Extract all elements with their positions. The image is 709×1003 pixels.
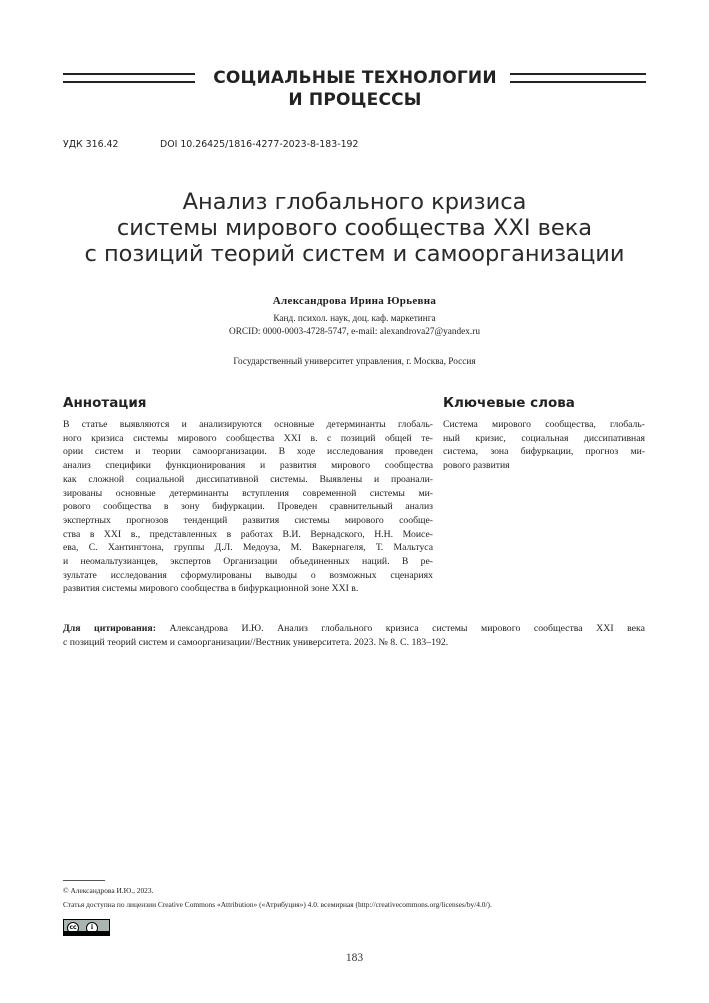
header-rule-right-lower [510, 81, 646, 83]
badge-strip [64, 931, 109, 935]
author-degree: Канд. психол. наук, доц. каф. маркетинга [273, 314, 436, 324]
journal-section-line-1: СОЦИАЛЬНЫЕ ТЕХНОЛОГИИ [213, 68, 497, 88]
cc-by-license-badge[interactable] [63, 919, 110, 936]
abstract-line: ева, С. Хантингтона, группы Д.Л. Медоуза, М. Вакернагеля, Т. Мальтуса [63, 542, 433, 554]
copyright: © Александрова И.Ю., 2023. [63, 886, 154, 895]
keywords-line: система, зона бифуркации, прогноз ми- [443, 446, 645, 458]
citation-label: Для цитирования: [63, 623, 156, 634]
license-text[interactable]: Статья доступна по лицензии Creative Commons «Attribution» («Атрибуция») 4.0. всемирная (http://creativecommons.org/licenses/by/4.0/). [63, 900, 492, 909]
abstract-line: как сложной социальной диссипативной системы. Выявлены и проанали- [63, 473, 433, 485]
abstract-line: ории систем и теории самоорганизации. В ходе исследования проведен [63, 446, 433, 458]
author-name: Александрова Ирина Юрьевна [272, 295, 437, 307]
abstract-line: зированы основные детерминанты вступления современной системы ми- [63, 487, 433, 499]
doi[interactable]: DOI 10.26425/1816-4277-2023-8-183-192 [160, 139, 359, 150]
citation [63, 622, 645, 650]
abstract-heading: Аннотация [63, 395, 147, 411]
header-rule-right [510, 73, 646, 75]
keywords-line: Система мирового сообщества, глобаль- [443, 419, 645, 430]
abstract-line: рового сообщества в зону бифуркации. Проведен сравнительный анализ [63, 501, 433, 513]
udk-code: УДК 316.42 [63, 139, 119, 150]
citation-line-2: с позиций теорий систем и самоорганизации//Вестник университета. 2023. № 8. С. 183–192. [63, 637, 449, 648]
abstract-line: анализ специфики функционирования и развития мирового сообщества [63, 460, 433, 472]
keywords-line: ный кризис, социальная диссипативная [443, 432, 645, 444]
article-title-line: системы мирового сообщества XXI века [116, 215, 593, 241]
header-rule-left-lower [63, 81, 195, 83]
journal-section-line-2: И ПРОЦЕССЫ [288, 90, 422, 110]
abstract-line: В статье выявляются и анализируются основные детерминанты глобаль- [63, 419, 433, 430]
abstract-text [63, 418, 433, 596]
abstract-line: развития системы мирового сообщества в бифуркационной зоне XXI в. [63, 583, 359, 595]
header-rule-left [63, 73, 195, 75]
abstract-line: и неомальтузианцев, экспертов Организации объединенных наций. В ре- [63, 556, 433, 568]
author-contacts[interactable]: ORCID: 0000-0003-4728-5747, e-mail: alexandrova27@yandex.ru [229, 327, 480, 337]
citation-line-1 [63, 622, 645, 636]
abstract-line: ства в XXI в., представленных в работах В.И. Вернадского, Н.Н. Моисе- [63, 528, 433, 540]
keywords-text [443, 418, 645, 473]
article-title [40, 189, 669, 267]
attribution-icon: i [86, 922, 98, 934]
article-title-line: с позиций теорий систем и самоорганизации [84, 241, 625, 267]
keywords-heading: Ключевые слова [443, 395, 575, 411]
abstract-line: ного кризиса системы мирового сообщества XXI в. с позиций общей те- [63, 432, 433, 444]
citation-text-1: Александрова И.Ю. Анализ глобального кризиса системы мирового сообщества XXI века [169, 623, 645, 634]
article-title-line: Анализ глобального кризиса [182, 189, 527, 215]
author-affiliation: Государственный университет управления, г. Москва, Россия [233, 357, 476, 367]
page-number: 183 [345, 952, 364, 964]
footnote-rule [63, 880, 105, 881]
abstract-line: зультате исследования сформулированы выводы о возможных сценариях [63, 569, 433, 581]
abstract-line: экспертных прогнозов тенденций развития системы мирового сообще- [63, 514, 433, 526]
cc-icon: cc [67, 922, 79, 934]
keywords-line: рового развития [443, 460, 510, 472]
